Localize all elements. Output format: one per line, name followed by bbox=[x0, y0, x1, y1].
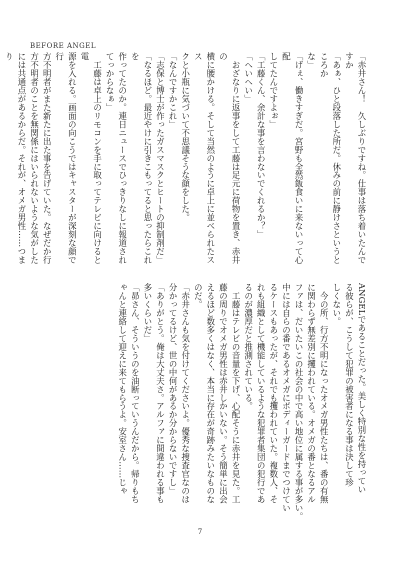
text-line: 分かってるけど、世の中何があるか分からないですし」 bbox=[168, 283, 179, 496]
text-line: ファは、だいたいこの社会の中で高い地位に属する事が多い。 bbox=[294, 283, 305, 521]
text-line: な」 bbox=[306, 52, 317, 69]
text-line: 「工藤くん、余計な事を言わないでくれるか？」 bbox=[256, 52, 267, 239]
running-head: BEFORE ANGEL bbox=[30, 42, 96, 50]
text-line: 「赤井さん！ 久しぶりですね。仕事は落ち着いたんですか bbox=[344, 52, 367, 265]
text-line: 多いくらいだ」 bbox=[142, 283, 153, 343]
text-line: 工藤は卓上のリモコンを手に取ってテレビに向けると電 bbox=[79, 52, 103, 265]
text-line: 「なるほど。最近やけに引きこもってると思ったらこれを bbox=[130, 52, 153, 265]
text-line: 今の所、行方不明になったオメガ男性たちは、番の有無 bbox=[319, 283, 330, 504]
text-line: 作ってたのか。連日ニュースでひっきりなしに報道され bbox=[117, 52, 128, 265]
text-line: 「へいへい」 bbox=[243, 52, 254, 103]
text-line: る彼らが、こうして犯罪の被害者になる事は決して珍 bbox=[344, 283, 355, 487]
text-line: てっからなぁ」 bbox=[105, 52, 116, 112]
text-line: ゃんと連絡して迎えに来てもらうよ。安室さん……じゃ bbox=[117, 283, 128, 496]
text-line: 横に腰かける。そして当然のように卓上に並べられたスス bbox=[193, 52, 216, 265]
text-line: 「昴さん、そういうのを油断っていうんだから。帰りもち bbox=[130, 283, 141, 504]
text-line: 「げぇ、働きすぎだ。宮野も全然飯食いに来ないって心配 bbox=[281, 52, 305, 265]
text-line: えるほど数多くはなく、本当に存在が奇跡みたいなものな bbox=[205, 283, 216, 504]
text-line: 方不明者のことを無関係にはいられないような気がした bbox=[29, 52, 40, 265]
text-line: ANGELであることだった。美しく特別な性を持ってい bbox=[357, 283, 367, 494]
upper-text-block bbox=[4, 52, 368, 266]
text-line: おざなりに返事をして工藤は足元に荷物を置き、赤井の bbox=[218, 52, 242, 265]
text-line: 方不明者がまた新たに出た事を告げていた。なぜだか行 bbox=[42, 52, 53, 265]
text-line: るのが濃厚だと推測されている。 bbox=[243, 283, 254, 411]
lower-text-block bbox=[30, 283, 368, 521]
text-line: 「なんですかこれ」 bbox=[168, 52, 179, 129]
text-line: 「あぁ、ひと段落した所だ。休みの前に静けさというところか bbox=[319, 52, 342, 265]
text-line: 源を入れる。画面の向こうではキャスターが深刻な顔で行 bbox=[54, 52, 78, 265]
text-line: しくない。 bbox=[331, 283, 342, 326]
text-line: クと小瓶に気づいて不思議そうな顔をした。 bbox=[180, 52, 191, 222]
text-line: 藤の周りでオメガ男性は赤井しかいない。そう簡単に出会 bbox=[218, 283, 229, 504]
text-line: れも組織として機能しているような犯罪者集団の犯行であ bbox=[256, 283, 267, 504]
text-line: 「ありがとう。俺は大丈夫さ。アルファに間違われる事も bbox=[155, 283, 166, 504]
text-line: してたんですよぉ」 bbox=[268, 52, 279, 129]
text-line: 「赤井さんも気を付けてくださいよ。優秀な捜査官なのは bbox=[180, 283, 191, 504]
text-line: には共通点があるからだ。それが、オメガ男性……つまり bbox=[4, 52, 27, 265]
page-number: 7 bbox=[197, 528, 203, 536]
text-line: のだ。 bbox=[193, 283, 204, 309]
text-line: に関わらず無差別に攫われている。オメガの番となるアル bbox=[306, 283, 317, 504]
text-line: 工藤はテレビの音量を下げ、心配そうに赤井を見た。工 bbox=[231, 283, 242, 504]
text-line: るケースもあったが、それでも攫われていた。複数人、そ bbox=[268, 283, 279, 504]
text-line: 「志保と博士が作ったガスマスクとヒートの抑制剤だ」 bbox=[155, 52, 166, 265]
text-line: 中には自らの番であるオメガにボディーガードまでつけてい bbox=[281, 283, 292, 513]
